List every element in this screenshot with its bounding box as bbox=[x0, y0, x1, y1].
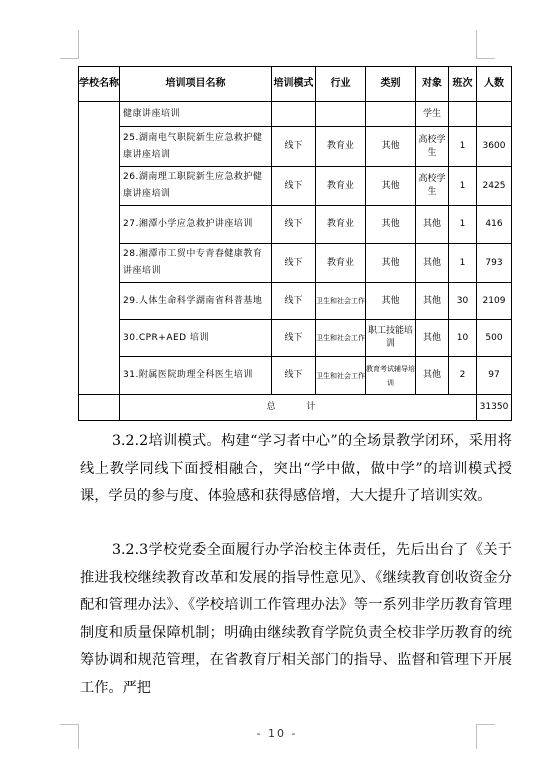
crop-mark-top-left bbox=[60, 30, 79, 59]
cell-industry: 教育业 bbox=[316, 167, 366, 206]
cell-category: 其他 bbox=[366, 127, 416, 167]
cell-industry: 教育业 bbox=[316, 206, 366, 244]
cell-mode: 线下 bbox=[272, 244, 316, 283]
paragraph-training-mode bbox=[80, 428, 512, 511]
cell-project-name: 30.CPR+AED 培训 bbox=[120, 320, 272, 357]
cell-category: 其他 bbox=[366, 167, 416, 206]
cell-classes: 1 bbox=[449, 167, 477, 206]
cell-category: 职工技能培训 bbox=[366, 320, 416, 357]
cell-classes: 1 bbox=[449, 244, 477, 283]
cell-category: 教育考试辅导培训 bbox=[366, 357, 416, 395]
cell-industry: 教育业 bbox=[316, 244, 366, 283]
cell-project-name: 31.附属医院助理全科医生培训 bbox=[120, 357, 272, 395]
header-classes: 班次 bbox=[449, 67, 477, 102]
table-row bbox=[79, 244, 512, 283]
cell-count: 416 bbox=[477, 206, 512, 244]
paragraph-text: 3.2.3学校党委全面履行办学治校主体责任，先后出台了《关于推进我校继续教育改革和发展的指导性意见》、《继续教育创收资金分配和管理办法》、《学校培训工作管理办法》等一系列非学历教育管理制度和质量保障机制；明确由继续教育学院负责全校非学历教育的统筹协调和规范管理，在省教育厅相关部门的指导、监督和管理下开展工作。严把 bbox=[80, 542, 512, 696]
cell-mode: 线下 bbox=[272, 206, 316, 244]
header-target: 对象 bbox=[416, 67, 449, 102]
cell-target: 高校学生 bbox=[416, 127, 449, 167]
cell-count: 793 bbox=[477, 244, 512, 283]
cell-industry bbox=[316, 102, 366, 127]
cell-project-name: 健康讲座培训 bbox=[120, 102, 272, 127]
cell-project-name: 28.湘潭市工贸中专青春健康教育讲座培训 bbox=[120, 244, 272, 283]
header-project-name: 培训项目名称 bbox=[120, 67, 272, 102]
cell-count: 97 bbox=[477, 357, 512, 395]
cell-project-name: 26.湖南理工职院新生应急救护健康讲座培训 bbox=[120, 167, 272, 206]
cell-mode: 线下 bbox=[272, 357, 316, 395]
training-projects-table bbox=[78, 66, 512, 421]
cell-mode: 线下 bbox=[272, 127, 316, 167]
cell-count: 3600 bbox=[477, 127, 512, 167]
table-row bbox=[79, 357, 512, 395]
header-count: 人数 bbox=[477, 67, 512, 102]
cell-mode: 线下 bbox=[272, 283, 316, 320]
cell-classes: 2 bbox=[449, 357, 477, 395]
cell-project-name: 29.人体生命科学湖南省科普基地 bbox=[120, 283, 272, 320]
cell-project-name: 27.湘潭小学应急救护讲座培训 bbox=[120, 206, 272, 244]
total-value: 31350 bbox=[477, 395, 512, 421]
cell-category bbox=[366, 102, 416, 127]
cell-classes: 10 bbox=[449, 320, 477, 357]
cell-target: 学生 bbox=[416, 102, 449, 127]
table-row bbox=[79, 206, 512, 244]
header-category: 类别 bbox=[366, 67, 416, 102]
cell-mode bbox=[272, 102, 316, 127]
paragraph-party-committee bbox=[80, 537, 512, 702]
total-label: 总 计 bbox=[120, 395, 477, 421]
header-industry: 行业 bbox=[316, 67, 366, 102]
cell-category: 其他 bbox=[366, 283, 416, 320]
cell-target: 其他 bbox=[416, 283, 449, 320]
cell-target: 高校学生 bbox=[416, 167, 449, 206]
table-row bbox=[79, 127, 512, 167]
cell-classes bbox=[449, 102, 477, 127]
cell-classes: 30 bbox=[449, 283, 477, 320]
table-row-continued bbox=[79, 102, 512, 127]
paragraph-text: 3.2.2培训模式。构建“学习者中心”的全场景教学闭环，采用将线上教学同线下面授相融合，突出“学中做，做中学”的培训模式授课，学员的参与度、体验感和获得感倍增，大大提升了培训实效。 bbox=[80, 433, 512, 504]
table-total-row bbox=[79, 395, 512, 421]
header-training-mode: 培训模式 bbox=[272, 67, 316, 102]
cell-target: 其他 bbox=[416, 320, 449, 357]
cell-count bbox=[477, 102, 512, 127]
cell-classes: 1 bbox=[449, 206, 477, 244]
cell-industry: 教育业 bbox=[316, 127, 366, 167]
cell-target: 其他 bbox=[416, 244, 449, 283]
total-empty-cell bbox=[79, 395, 120, 421]
header-school-name: 学校名称 bbox=[79, 67, 120, 102]
table-row bbox=[79, 320, 512, 357]
cell-mode: 线下 bbox=[272, 167, 316, 206]
cell-project-name: 25.湖南电气职院新生应急救护健康讲座培训 bbox=[120, 127, 272, 167]
table-row bbox=[79, 283, 512, 320]
cell-industry: 卫生和社会工作 bbox=[316, 357, 366, 395]
cell-mode: 线下 bbox=[272, 320, 316, 357]
cell-count: 2109 bbox=[477, 283, 512, 320]
cell-count: 2425 bbox=[477, 167, 512, 206]
table-header-row bbox=[79, 67, 512, 102]
crop-mark-top-right bbox=[476, 30, 495, 59]
table-row bbox=[79, 167, 512, 206]
cell-industry: 卫生和社会工作 bbox=[316, 283, 366, 320]
cell-category: 其他 bbox=[366, 206, 416, 244]
cell-category: 其他 bbox=[366, 244, 416, 283]
cell-target: 其他 bbox=[416, 206, 449, 244]
cell-target: 其他 bbox=[416, 357, 449, 395]
cell-count: 500 bbox=[477, 320, 512, 357]
cell-industry: 卫生和社会工作 bbox=[316, 320, 366, 357]
cell-classes: 1 bbox=[449, 127, 477, 167]
school-name-cell bbox=[79, 102, 120, 395]
page-number: - 10 - bbox=[256, 727, 298, 740]
